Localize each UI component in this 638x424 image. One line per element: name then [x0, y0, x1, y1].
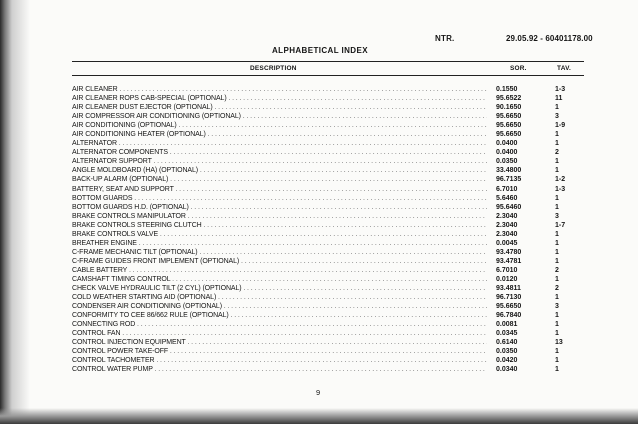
- row-description: COLD WEATHER STARTING AID (OPTIONAL) . . .: [72, 293, 487, 302]
- row-tav-number: 1-3: [555, 86, 566, 93]
- index-row: [72, 329, 584, 338]
- row-description: AIR CONDITIONING (OPTIONAL) . . .: [72, 121, 487, 130]
- row-sor-code: 0.0350: [496, 158, 518, 166]
- row-sor-code: 96.7840: [496, 312, 522, 320]
- row-description: CABLE BATTERY . . .: [72, 266, 487, 275]
- row-tav-number: 1: [555, 312, 559, 320]
- row-description: BRAKE CONTROLS VALVE . . .: [72, 230, 487, 239]
- row-sor-code: 93.4781: [496, 257, 522, 265]
- row-tav-number: 1: [555, 248, 559, 256]
- row-tav-number: 1: [555, 275, 559, 283]
- index-row: [72, 175, 584, 184]
- row-tav-number: 3: [555, 212, 559, 220]
- row-description: CONTROL TACHOMETER . . .: [72, 356, 487, 365]
- row-sor-code: 93.4780: [496, 248, 522, 256]
- row-tav-number: 3: [555, 303, 559, 311]
- row-sor-code: 0.0400: [496, 149, 518, 157]
- index-row: [72, 112, 584, 121]
- row-sor-code: 93.4811: [496, 285, 521, 293]
- row-sor-code: 0.0345: [496, 330, 518, 338]
- index-row: [72, 139, 584, 148]
- row-sor-code: 33.4800: [496, 167, 522, 175]
- index-row: [72, 194, 584, 203]
- index-row: [72, 221, 584, 230]
- row-sor-code: 90.1650: [496, 104, 522, 112]
- row-description: BATTERY, SEAT AND SUPPORT . . .: [72, 185, 487, 194]
- row-description: CONFORMITY TO CEE 86/662 RULE (OPTIONAL) . . .: [72, 311, 487, 320]
- row-description: AIR CLEANER DUST EJECTOR (OPTIONAL) . . .: [72, 103, 487, 112]
- index-row: [72, 275, 584, 284]
- index-row: [72, 293, 584, 302]
- row-description: CHECK VALVE HYDRAULIC TILT (2 CYL) (OPTIONAL) . . .: [72, 284, 487, 293]
- row-tav-number: 1: [555, 131, 559, 139]
- index-row: [72, 248, 584, 257]
- row-sor-code: 2.3040: [496, 221, 518, 229]
- row-description: AIR CLEANER . . .: [72, 85, 487, 94]
- index-table: [72, 85, 584, 375]
- row-sor-code: 5.6460: [496, 194, 518, 202]
- index-row: [72, 257, 584, 266]
- row-description: ANGLE MOLDBOARD (HA) (OPTIONAL) . . .: [72, 166, 487, 175]
- row-description: BREATHER ENGINE . . .: [72, 239, 487, 248]
- scan-edge-shadow: [0, 0, 30, 424]
- row-sor-code: 95.6650: [496, 131, 522, 139]
- row-sor-code: 95.6460: [496, 203, 522, 211]
- reference-code: 29.05.92 - 60401178.00: [506, 34, 593, 43]
- row-sor-code: 95.6522: [496, 95, 522, 103]
- index-row: [72, 121, 584, 130]
- scan-bottom-edge: [0, 408, 638, 424]
- row-sor-code: 0.0420: [496, 357, 518, 365]
- row-tav-number: 1: [555, 330, 559, 338]
- row-tav-number: 1: [555, 321, 559, 329]
- index-row: [72, 166, 584, 175]
- index-row: [72, 148, 584, 157]
- row-description: C-FRAME GUIDES FRONT IMPLEMENT (OPTIONAL) . . .: [72, 257, 487, 266]
- row-tav-number: 1: [555, 348, 559, 356]
- index-row: [72, 266, 584, 275]
- row-description: ALTERNATOR COMPONENTS . . .: [72, 148, 487, 157]
- row-sor-code: 0.0340: [496, 366, 518, 374]
- row-description: CONDENSER AIR CONDITIONING (OPTIONAL) . . .: [72, 302, 487, 311]
- index-row: [72, 130, 584, 139]
- row-tav-number: 1: [555, 104, 559, 112]
- index-row: [72, 230, 584, 239]
- page-number: 9: [316, 388, 321, 397]
- row-description: BACK-UP ALARM (OPTIONAL) . . .: [72, 175, 487, 184]
- row-sor-code: 0.0400: [496, 140, 518, 148]
- row-sor-code: 0.1550: [496, 86, 518, 93]
- index-row: [72, 284, 584, 293]
- header-top-rule: [72, 61, 584, 62]
- row-description: ALTERNATOR SUPPORT . . .: [72, 157, 487, 166]
- index-row: [72, 338, 584, 347]
- row-sor-code: 6.7010: [496, 266, 518, 274]
- row-tav-number: 2: [555, 266, 559, 274]
- index-row: [72, 85, 584, 94]
- ntr-label: NTR.: [435, 34, 455, 43]
- row-tav-number: 1: [555, 140, 559, 148]
- index-row: [72, 185, 584, 194]
- row-tav-number: 1: [555, 366, 559, 374]
- row-tav-number: 1: [555, 167, 559, 175]
- row-tav-number: 1-9: [555, 122, 566, 130]
- row-tav-number: 2: [555, 285, 559, 293]
- row-sor-code: 2.3040: [496, 230, 518, 238]
- row-description: CAMSHAFT TIMING CONTROL . . .: [72, 275, 487, 284]
- index-row: [72, 94, 584, 103]
- row-sor-code: 0.0120: [496, 275, 518, 283]
- index-title: ALPHABETICAL INDEX: [272, 46, 368, 55]
- row-tav-number: 1: [555, 158, 559, 166]
- row-sor-code: 6.7010: [496, 185, 518, 193]
- row-tav-number: 3: [555, 113, 559, 121]
- row-tav-number: 11: [555, 95, 563, 103]
- index-row: [72, 203, 584, 212]
- index-row: [72, 239, 584, 248]
- index-row: [72, 311, 584, 320]
- row-description: CONTROL WATER PUMP . . .: [72, 365, 487, 374]
- row-description: AIR COMPRESSOR AIR CONDITIONING (OPTIONAL) . . .: [72, 112, 487, 121]
- row-tav-number: 1-3: [555, 185, 566, 193]
- row-description: AIR CONDITIONING HEATER (OPTIONAL) . . .: [72, 130, 487, 139]
- row-description: BRAKE CONTROLS MANIPULATOR . . .: [72, 212, 487, 221]
- index-row: [72, 103, 584, 112]
- row-description: CONNECTING ROD . . .: [72, 320, 487, 329]
- row-sor-code: 95.6650: [496, 303, 522, 311]
- row-tav-number: 2: [555, 149, 559, 157]
- row-tav-number: 1-7: [555, 221, 566, 229]
- row-description: BRAKE CONTROLS STEERING CLUTCH . . .: [72, 221, 487, 230]
- row-sor-code: 0.6140: [496, 339, 518, 347]
- row-description: BOTTOM GUARDS H.D. (OPTIONAL) . . .: [72, 203, 487, 212]
- row-sor-code: 0.0081: [496, 321, 518, 329]
- index-row: [72, 212, 584, 221]
- row-tav-number: 1: [555, 239, 559, 247]
- row-tav-number: 1: [555, 294, 559, 302]
- row-description: CONTROL INJECTION EQUIPMENT . . .: [72, 338, 487, 347]
- row-tav-number: 13: [555, 339, 563, 347]
- index-row: [72, 302, 584, 311]
- column-header-tav: TAV.: [557, 65, 572, 72]
- column-header-sor: SOR.: [510, 65, 527, 72]
- index-row: [72, 157, 584, 166]
- row-sor-code: 2.3040: [496, 212, 518, 220]
- row-description: AIR CLEANER ROPS CAB-SPECIAL (OPTIONAL) . . .: [72, 94, 487, 103]
- row-tav-number: 1: [555, 194, 559, 202]
- row-sor-code: 0.0045: [496, 239, 518, 247]
- row-sor-code: 95.6650: [496, 113, 522, 121]
- row-tav-number: 1: [555, 357, 559, 365]
- index-row: [72, 347, 584, 356]
- index-row: [72, 356, 584, 365]
- row-sor-code: 0.0350: [496, 348, 518, 356]
- header-bottom-rule: [72, 75, 584, 76]
- row-tav-number: 1-2: [555, 176, 566, 184]
- row-sor-code: 95.6650: [496, 122, 522, 130]
- row-description: ALTERNATOR . . .: [72, 139, 487, 148]
- row-tav-number: 1: [555, 203, 559, 211]
- index-row: [72, 320, 584, 329]
- row-sor-code: 96.7135: [496, 176, 522, 184]
- row-description: CONTROL FAN . . .: [72, 329, 487, 338]
- row-tav-number: 1: [555, 230, 559, 238]
- row-description: BOTTOM GUARDS . . .: [72, 194, 487, 203]
- row-sor-code: 96.7130: [496, 294, 522, 302]
- row-description: C-FRAME MECHANIC TILT (OPTIONAL) . . .: [72, 248, 487, 257]
- index-row: [72, 365, 584, 374]
- column-header-description: DESCRIPTION: [250, 65, 297, 72]
- row-description: CONTROL POWER TAKE-OFF . . .: [72, 347, 487, 356]
- row-tav-number: 1: [555, 257, 559, 265]
